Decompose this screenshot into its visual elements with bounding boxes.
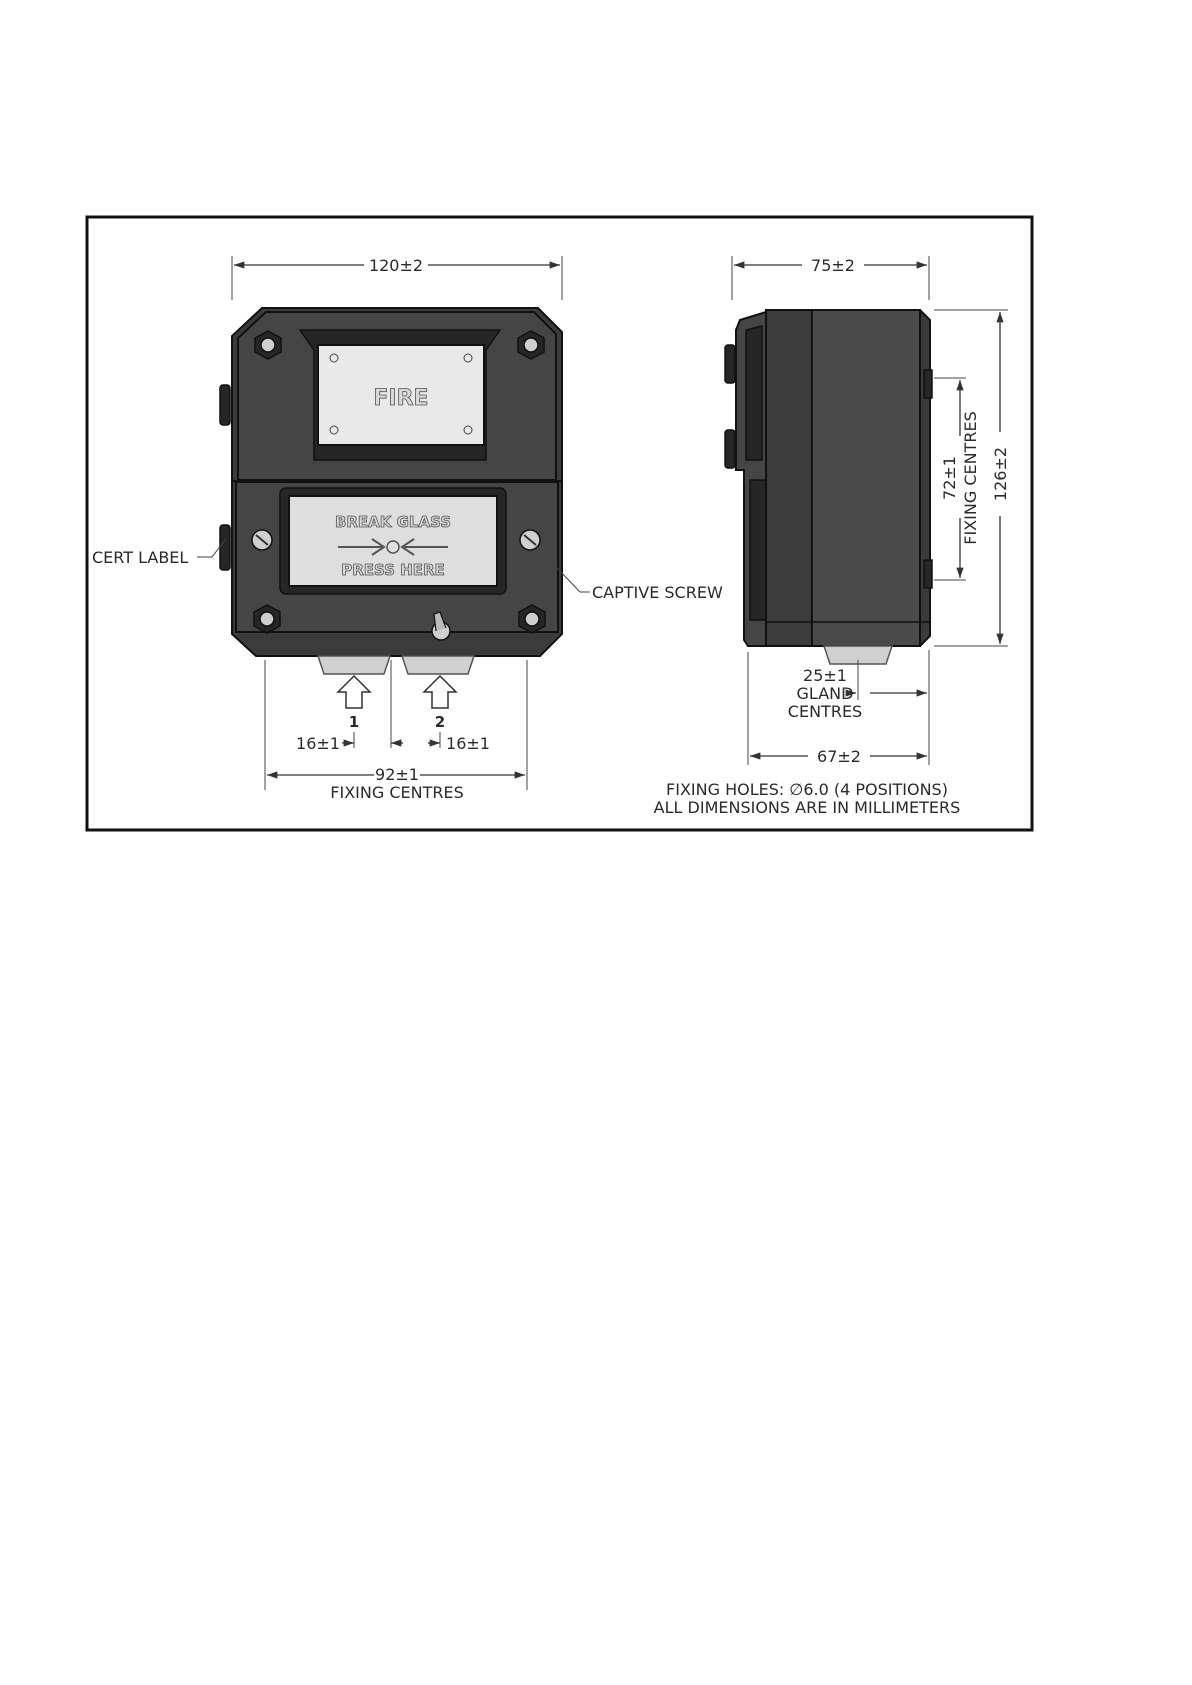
svg-text:92±1: 92±1 [375, 765, 419, 784]
front-view [92, 256, 723, 802]
cert-label-tab [220, 385, 230, 425]
svg-text:FIXING CENTRES: FIXING CENTRES [961, 411, 980, 545]
gland-centres-dimension [788, 650, 929, 721]
gland-1-label: 1 [348, 713, 360, 731]
fixing-holes-note: FIXING HOLES: ∅6.0 (4 POSITIONS) [666, 780, 948, 799]
svg-text:72±1: 72±1 [940, 456, 959, 500]
depth-dimension [732, 256, 929, 300]
corner-bolt-icon [519, 605, 545, 633]
corner-bolt-icon [518, 331, 544, 359]
fire-label: FIRE [373, 386, 429, 411]
gland-1 [318, 656, 390, 674]
side-view [654, 256, 1010, 817]
svg-text:120±2: 120±2 [368, 256, 424, 275]
svg-text:GLAND: GLAND [796, 684, 854, 703]
fixing-centres-dimension [267, 765, 525, 802]
captive-screw-text: CAPTIVE SCREW [592, 583, 723, 602]
side-fixing-centres-dimension [934, 378, 980, 580]
svg-text:126±2: 126±2 [991, 446, 1010, 502]
gland-offset-dimension-right [428, 734, 490, 753]
gland-2-arrow-icon [424, 676, 456, 708]
gland-1-arrow-icon [338, 676, 370, 708]
cert-label-text: CERT LABEL [92, 548, 189, 567]
gland-2-label: 2 [434, 713, 446, 731]
gland-2 [402, 656, 474, 674]
width-dimension [232, 256, 562, 300]
gland-offset-dimension-left [296, 734, 403, 753]
break-glass-text: BREAK GLASS [334, 513, 452, 531]
svg-text:CENTRES: CENTRES [787, 702, 863, 721]
svg-text:75±2: 75±2 [811, 256, 855, 275]
captive-screw-icon[interactable] [252, 530, 272, 550]
corner-bolt-icon [255, 331, 281, 359]
units-note: ALL DIMENSIONS ARE IN MILLIMETERS [653, 798, 961, 817]
svg-text:25±1: 25±1 [803, 666, 847, 685]
svg-text:FIXING CENTRES: FIXING CENTRES [330, 783, 464, 802]
svg-text:16±1: 16±1 [446, 734, 490, 753]
corner-bolt-icon [254, 605, 280, 633]
svg-text:67±2: 67±2 [817, 747, 861, 766]
press-here-text: PRESS HERE [341, 561, 445, 579]
svg-text:16±1: 16±1 [296, 734, 340, 753]
